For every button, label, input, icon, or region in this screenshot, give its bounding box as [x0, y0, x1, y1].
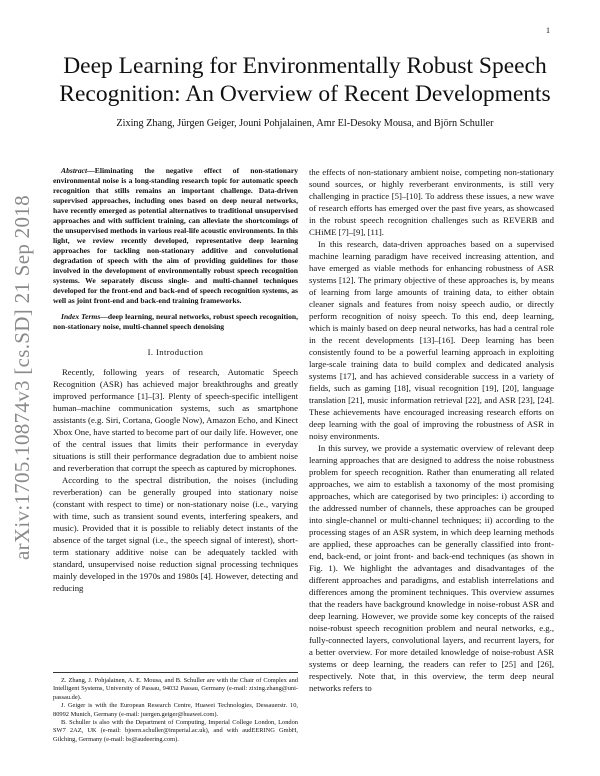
footnote: Z. Zhang, J. Pohjalainen, A. E. Mousa, and B. Schuller are with the Chair of Complex and Intelligent Systems, University of Passau, 94032 Passau, Germany (e-mail: zixing.zhang@uni-passau.de).	[53, 677, 298, 701]
index-terms-label: Index Terms—	[61, 312, 108, 321]
body-paragraph: In this research, data-driven approaches based on a supervised machine learning paradigm have received increasing attention, and have emerged as viable methods for enhancing robustness of ASR systems [12]. The primary objective of these approaches is, by means of learning from large amounts of training data, to either obtain cleaner signals and features from noisy speech audio, or directly perform recognition of noisy speech. To this end, deep learning, which is mainly based on deep neural networks, has had a central role in the recent developments [13]–[16]. Deep learning has been consistently found to be a powerful learning approach in exploiting large-scale training data to build complex and dedicated analysis systems [17], and has achieved considerable success in a variety of fields, such as gaming [18], visual recognition [19], [20], language translation [21], music information retrieval [22], and ASR [23], [24]. These achievements have encouraged increasing research efforts on deep learning with the goal of improving the robustness of ASR in noisy environments.	[309, 239, 554, 441]
arxiv-stamp: arXiv:1705.10874v3 [cs.SD] 21 Sep 2018	[10, 195, 34, 560]
right-column	[309, 166, 554, 694]
page-number: 1	[546, 26, 550, 35]
section-heading: I. Introduction	[147, 347, 204, 357]
index-terms	[53, 312, 298, 332]
body-paragraph: the effects of non-stationary ambient noise, competing non-stationary sound sources, or highly reverberant environments, is still very challenging in practice [5]–[10]. To address these issues, a new wave of research efforts has emerged over the past five years, as showcased in the robust speech recognition challenges such as REVERB and CHiME [7]–[9], [11].	[309, 167, 554, 237]
abstract	[53, 166, 298, 306]
body-paragraph: According to the spectral distribution, the noises (including reverberation) can be generally grouped into stationary noise (constant with respect to time) or non-stationary noise (i.e., varying with time, such as transient sound events, interfering speakers, and music). Provided that it is possible to reliably detect instants of the absence of the target signal (i.e., the speech signal of interest), short-term stationary additive noise can be adequately tackled with standard, unsupervised noise reduction signal processing techniques mainly developed in the 1970s and 1980s [4]. However, detecting and reducing	[53, 475, 298, 593]
footnotes	[53, 677, 298, 744]
author-list: Zixing Zhang, Jürgen Geiger, Jouni Pohjalainen, Amr El-Desoky Mousa, and Björn Schuller	[116, 118, 494, 129]
abstract-text: Eliminating the negative effect of non-stationary environmental noise is a long-standing research topic for automatic speech recognition that stills remains an important challenge. Data-driven supervised approaches, including ones based on deep neural networks, have recently emerged as potential alternatives to traditional unsupervised approaches and with sufficient training, can alleviate the shortcomings of the unsupervised methods in various real-life acoustic environments. In this light, we review recently developed, representative deep learning approaches for tackling non-stationary additive and convolutional degradation of speech with the aim of providing guidelines for those involved in the development of environmentally robust speech recognition systems. We separately discuss single- and multi-channel techniques developed for the front-end and back-end of speech recognition systems, as well as joint front-end and back-end training frameworks.	[53, 166, 298, 305]
footnote: J. Geiger is with the European Research Centre, Huawei Technologies, Dessauerstr. 10, 80992 Munich, Germany (e-mail: juergen.geiger@huawei.com).	[53, 702, 298, 718]
body-paragraph: In this survey, we provide a systematic overview of relevant deep learning approaches that are designed to address the noise robustness problem for speech recognition. Rather than enumerating all related approaches, we aim to establish a taxonomy of the most promising approaches, which are categorised by two principles: i) according to the addressed number of channels, these approaches can be grouped into single-channel or multi-channel techniques; ii) according to the processing stages of an ASR system, in which deep learning methods are applied, these approaches can be generally classified into front-end, back-end, or joint front- and back-end techniques (as shown in Fig. 1). We highlight the advantages and disadvantages of the different approaches and paradigms, and establish interrelations and differences among the prominent techniques. This overview assumes that the readers have background knowledge in noise-robust ASR and deep learning. However, we provide some key concepts of the raised noise-robust speech recognition problem and neural networks, e.g., fully-connected layers, convolutional layers, and recurrent layers, for a better overview. For more detailed knowledge of noise-robust ASR systems or deep learning, the readers can refer to [25] and [26], respectively. Note that, in this overview, the term deep neural networks refers to	[309, 443, 554, 693]
index-terms-text: deep learning, neural networks, robust speech recognition, non-stationary noise, multi-channel speech denoising	[53, 312, 298, 331]
left-column	[53, 166, 298, 594]
paper-title: Deep Learning for Environmentally Robust Speech Recognition: An Overview of Recent Developments	[59, 53, 551, 107]
footnote: B. Schuller is also with the Department of Computing, Imperial College London, London SW7 2AZ, UK (e-mail: bjoern.schuller@imperial.ac.uk), and with audEERING GmbH, Gilching, Germany (e-mail: bs@audeering.com).	[53, 719, 298, 743]
abstract-label: Abstract—	[61, 166, 95, 175]
footnote-rule	[53, 672, 298, 673]
body-paragraph: Recently, following years of research, Automatic Speech Recognition (ASR) has achieved major breakthroughs and greatly improved performance [1]–[3]. Plenty of speech-specific intelligent human–machine communication systems, such as smartphone assistants (e.g. Siri, Cortana, Google Now), Amazon Echo, and Kinect Xbox One, have started to become part of our daily life. However, one of the central issues that limits their performance in everyday situations is still their performance degradation due to ambient noise and reverberation that corrupt the speech as captured by microphones.	[53, 367, 298, 473]
